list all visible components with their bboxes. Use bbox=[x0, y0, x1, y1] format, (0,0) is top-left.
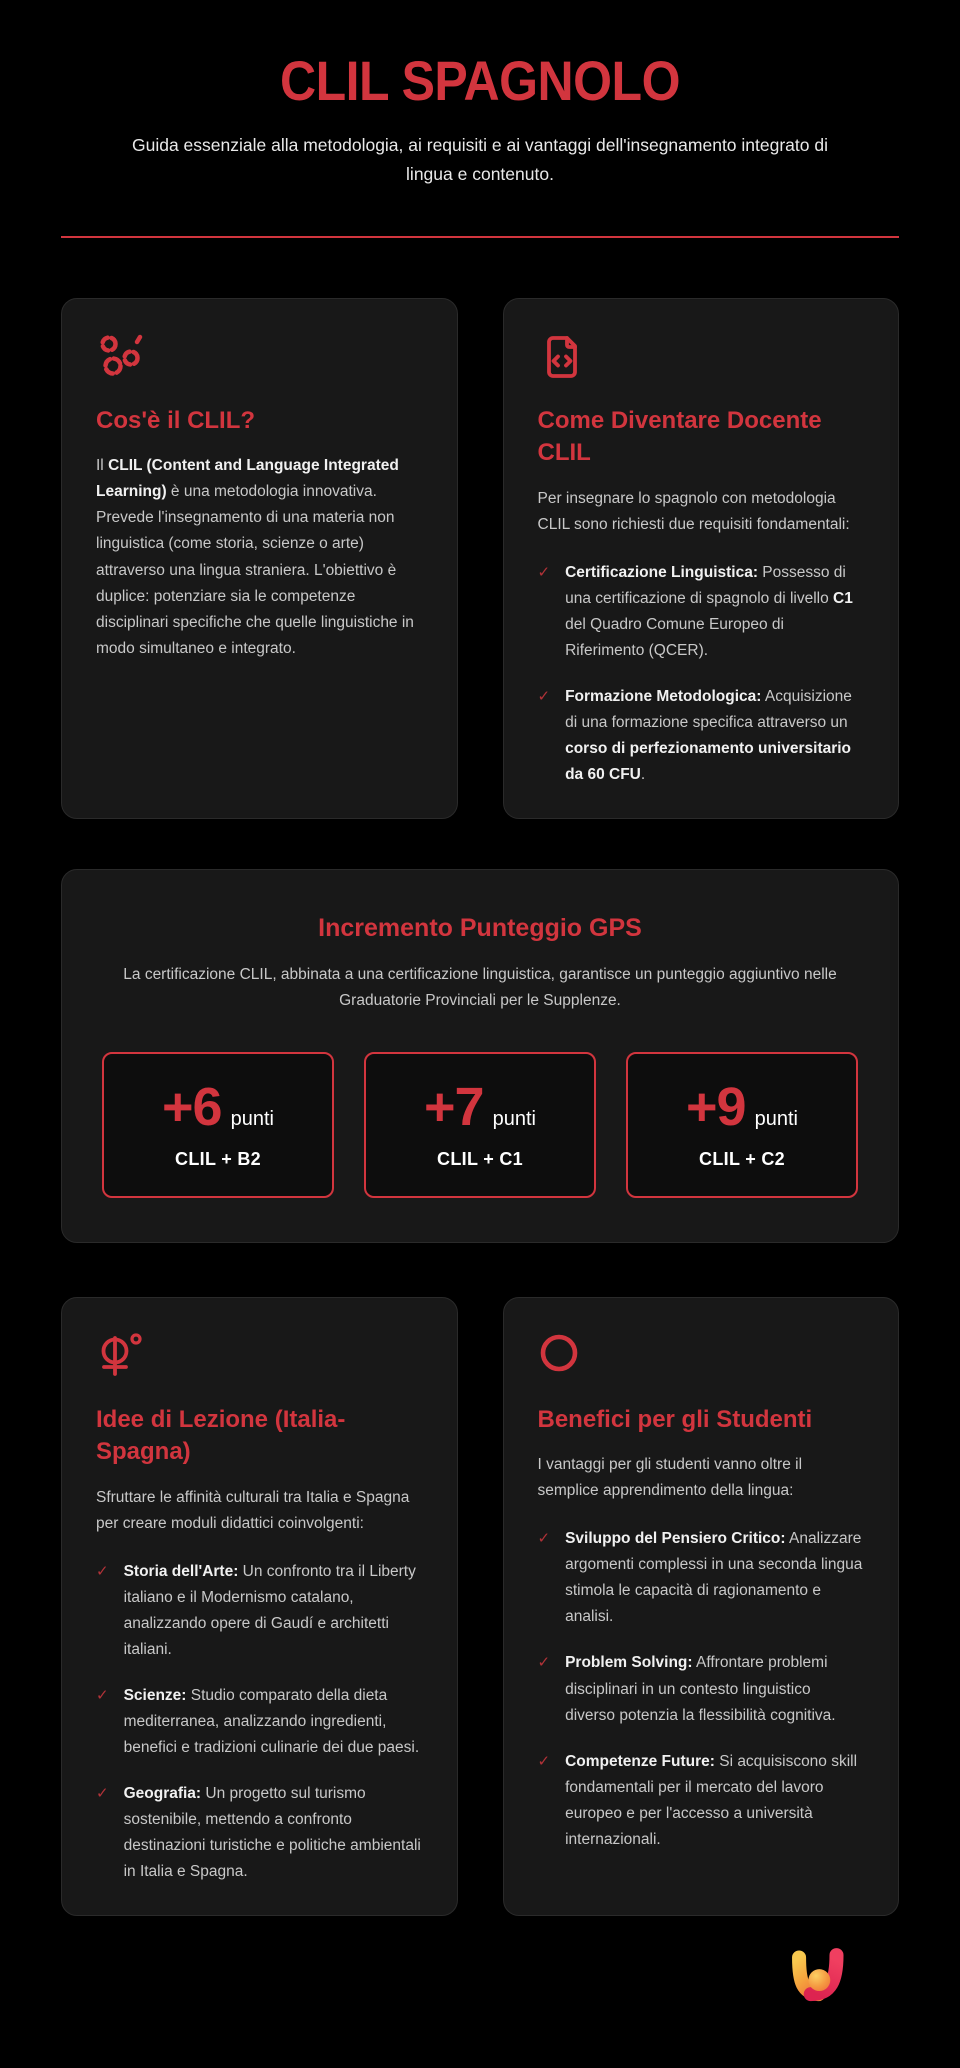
score-unit: punti bbox=[492, 1107, 536, 1130]
score-combo: CLIL + C1 bbox=[437, 1148, 523, 1169]
card-gps-score bbox=[61, 869, 899, 1243]
card-become-teacher bbox=[503, 298, 900, 819]
gps-title: Incremento Punteggio GPS bbox=[318, 914, 642, 943]
list-item-text: Scienze: Studio comparato della dieta mediterranea, analizzando ingredienti, benefici e tradizioni culinarie dei due paesi. bbox=[123, 1686, 420, 1756]
card-what-is-clil bbox=[61, 298, 458, 819]
footer bbox=[61, 1916, 899, 2068]
score-unit: punti bbox=[230, 1107, 274, 1130]
list-item bbox=[538, 1650, 865, 1728]
list-item-text: Sviluppo del Pensiero Critico: Analizzare argomenti complessi in una seconda lingua stimola le capacità di ragionamento e analisi. bbox=[565, 1530, 863, 1626]
list-item bbox=[96, 1559, 423, 1663]
top-cards-row bbox=[61, 298, 899, 819]
list-item bbox=[538, 1749, 865, 1853]
gps-subtitle: La certificazione CLIL, abbinata a una certificazione linguistica, garantisce un punteggio aggiuntivo nelle Graduatorie Provinciali per le Supplenze. bbox=[123, 965, 837, 1009]
score-unit: punti bbox=[754, 1107, 798, 1130]
check-icon: ✓ bbox=[537, 1752, 551, 1770]
list-item bbox=[538, 1526, 865, 1630]
requirements-list bbox=[538, 560, 865, 788]
u-gradient-logo-icon bbox=[778, 1942, 856, 2026]
check-icon: ✓ bbox=[537, 687, 551, 705]
check-icon: ✓ bbox=[96, 1784, 109, 1802]
lesson-ideas-list bbox=[96, 1559, 423, 1885]
score-combo: CLIL + B2 bbox=[175, 1148, 261, 1169]
score-box-b2 bbox=[102, 1052, 334, 1198]
page-subtitle: Guida essenziale alla metodologia, ai requisiti e ai vantaggi dell'insegnamento integrato di lingua e contenuto. bbox=[131, 134, 828, 185]
card-student-benefits bbox=[503, 1297, 900, 1916]
benefits-list bbox=[538, 1526, 865, 1852]
content bbox=[61, 298, 899, 1916]
card-intro: I vantaggi per gli studenti vanno oltre il semplice apprendimento della lingua: bbox=[537, 1456, 803, 1500]
bottom-cards-row bbox=[61, 1297, 899, 1916]
score-box-c2 bbox=[626, 1052, 858, 1198]
card-title: Cos'è il CLIL? bbox=[96, 407, 256, 434]
card-intro: Sfruttare le affinità culturali tra Italia e Spagna per creare moduli didattici coinvolgenti: bbox=[96, 1488, 410, 1532]
score-combo: CLIL + C2 bbox=[699, 1148, 785, 1169]
card-title: Idee di Lezione (Italia-Spagna) bbox=[96, 1405, 346, 1466]
header bbox=[61, 0, 899, 238]
check-icon: ✓ bbox=[537, 1654, 551, 1672]
check-icon: ✓ bbox=[96, 1686, 109, 1704]
score-points: +7 bbox=[424, 1076, 484, 1137]
list-item-text: Formazione Metodologica: Acquisizione di una formazione specifica attraverso un corso di perfezionamento universitario da 60 CFU. bbox=[565, 687, 852, 784]
check-icon: ✓ bbox=[537, 563, 551, 581]
list-item-text: Problem Solving: Affrontare problemi disciplinari in un contesto linguistico diverso potenzia la flessibilità cognitiva. bbox=[565, 1654, 836, 1724]
card-lesson-ideas bbox=[61, 1297, 458, 1916]
list-item-text: Geografia: Un progetto sul turismo sostenibile, mettendo a confronto destinazioni turistiche e politiche ambientali in Italia e Spagna. bbox=[123, 1784, 421, 1881]
score-points: +9 bbox=[686, 1076, 746, 1137]
list-item-text: Certificazione Linguistica: Possesso di una certificazione di spagnolo di livello C1 del Quadro Comune Europeo di Riferimento (QCER). bbox=[565, 563, 853, 659]
score-box-c1 bbox=[364, 1052, 596, 1198]
score-boxes bbox=[102, 1052, 858, 1198]
check-icon: ✓ bbox=[537, 1530, 551, 1548]
plant-icon bbox=[96, 1332, 144, 1380]
score-points: +6 bbox=[162, 1076, 222, 1137]
card-title: Come Diventare Docente CLIL bbox=[537, 407, 822, 467]
circle-icon bbox=[538, 1332, 586, 1380]
gears-icon bbox=[96, 333, 144, 381]
header-divider bbox=[61, 236, 899, 238]
list-item-text: Competenze Future: Si acquisiscono skill fondamentali per il mercato del lavoro europeo e per l'accesso a università internazionali. bbox=[565, 1752, 858, 1848]
list-item bbox=[538, 684, 865, 788]
list-item bbox=[538, 560, 865, 664]
page-title: CLIL SPAGNOLO bbox=[280, 49, 680, 113]
list-item-text: Storia dell'Arte: Un confronto tra il Liberty italiano e il Modernismo catalano, analizzando opere di Gaudí e architetti italiani. bbox=[123, 1562, 416, 1658]
list-item bbox=[96, 1781, 423, 1885]
card-paragraph: Il CLIL (Content and Language Integrated Learning) è una metodologia innovativa. Prevede l'insegnamento di una materia non linguistica (come storia, scienze o arte) attraverso una lingua straniera. L'obiettivo è duplice: potenziare sia le competenze disciplinari specifiche che quelle linguistiche in modo simultaneo e integrato. bbox=[96, 457, 414, 657]
list-item bbox=[96, 1683, 423, 1761]
card-title: Benefici per gli Studenti bbox=[537, 1405, 813, 1433]
card-intro: Per insegnare lo spagnolo con metodologia CLIL sono richiesti due requisiti fondamentali: bbox=[537, 489, 850, 533]
file-code-icon bbox=[538, 333, 586, 381]
check-icon: ✓ bbox=[96, 1562, 109, 1580]
